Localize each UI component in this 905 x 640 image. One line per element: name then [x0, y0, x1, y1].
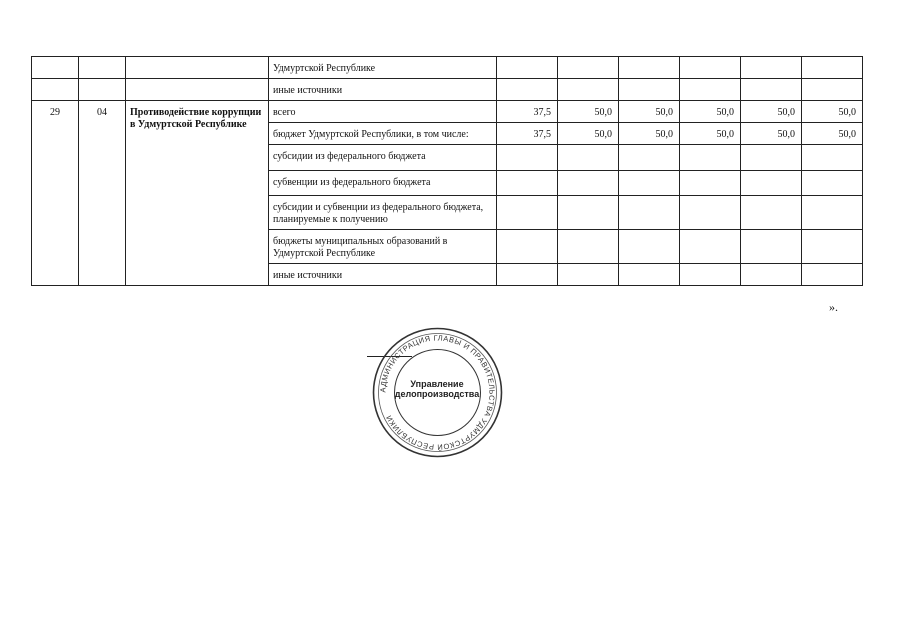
cell-value: 50,0 [741, 123, 802, 145]
cell-value [558, 196, 619, 230]
cell-value [619, 230, 680, 264]
cell-value [680, 145, 741, 171]
cell-value [741, 79, 802, 101]
cell-value [558, 171, 619, 196]
cell-number [32, 79, 79, 101]
stamp-center-text: Управление делопроизводства [394, 379, 480, 399]
cell-number [32, 57, 79, 79]
cell-value [497, 145, 558, 171]
cell-value [680, 171, 741, 196]
cell-value [619, 145, 680, 171]
cell-value [680, 57, 741, 79]
cell-value [558, 79, 619, 101]
cell-value [680, 196, 741, 230]
cell-value: 50,0 [680, 101, 741, 123]
closing-quote: ». [829, 300, 838, 314]
cell-value: 50,0 [802, 123, 863, 145]
cell-value [619, 171, 680, 196]
cell-value: 50,0 [741, 101, 802, 123]
cell-value [741, 230, 802, 264]
cell-value [741, 57, 802, 79]
cell-value [497, 79, 558, 101]
table-row [32, 101, 863, 123]
cell-funding-source: иные источники [269, 264, 497, 286]
cell-value: 50,0 [802, 101, 863, 123]
cell-funding-source: Удмуртской Республике [269, 57, 497, 79]
cell-value [680, 264, 741, 286]
cell-funding-source: субвенции из федерального бюджета [269, 171, 497, 196]
cell-value [619, 264, 680, 286]
cell-value [802, 171, 863, 196]
cell-code [79, 79, 126, 101]
cell-funding-source: бюджет Удмуртской Республики, в том числе: [269, 123, 497, 145]
cell-program-name [126, 79, 269, 101]
table-row [32, 79, 863, 101]
cell-value: 37,5 [497, 101, 558, 123]
cell-value [802, 264, 863, 286]
cell-value [741, 196, 802, 230]
cell-value: 50,0 [680, 123, 741, 145]
cell-funding-source: всего [269, 101, 497, 123]
cell-funding-source: бюджеты муниципальных образований в Удмуртской Республике [269, 230, 497, 264]
cell-value: 50,0 [558, 123, 619, 145]
stamp-ring-text: АДМИНИСТРАЦИЯ ГЛАВЫ И ПРАВИТЕЛЬСТВА УДМУРТСКОЙ РЕСПУБЛИКИ [378, 333, 497, 452]
cell-value [497, 57, 558, 79]
cell-value: 50,0 [619, 123, 680, 145]
cell-value [558, 57, 619, 79]
cell-value: 50,0 [619, 101, 680, 123]
table-body [32, 57, 863, 286]
cell-value: 37,5 [497, 123, 558, 145]
cell-value [558, 264, 619, 286]
budget-table [31, 56, 863, 286]
cell-value [741, 264, 802, 286]
cell-value [802, 57, 863, 79]
cell-funding-source: субсидии из федерального бюджета [269, 145, 497, 171]
cell-value [802, 196, 863, 230]
cell-value [497, 264, 558, 286]
cell-number: 29 [32, 101, 79, 286]
cell-code: 04 [79, 101, 126, 286]
cell-value [802, 79, 863, 101]
cell-program-name: Противодействие коррупции в Удмуртской Республике [126, 101, 269, 286]
cell-value [619, 57, 680, 79]
cell-value [802, 145, 863, 171]
cell-value [558, 230, 619, 264]
cell-code [79, 57, 126, 79]
cell-value: 50,0 [558, 101, 619, 123]
cell-value [741, 145, 802, 171]
cell-funding-source: субсидии и субвенции из федерального бюджета, планируемые к получению [269, 196, 497, 230]
cell-value [680, 230, 741, 264]
cell-value [497, 171, 558, 196]
cell-funding-source: иные источники [269, 79, 497, 101]
cell-value [497, 230, 558, 264]
cell-value [741, 171, 802, 196]
cell-value [497, 196, 558, 230]
cell-value [558, 145, 619, 171]
table-row [32, 57, 863, 79]
cell-value [619, 79, 680, 101]
cell-value [619, 196, 680, 230]
cell-program-name [126, 57, 269, 79]
cell-value [802, 230, 863, 264]
cell-value [680, 79, 741, 101]
